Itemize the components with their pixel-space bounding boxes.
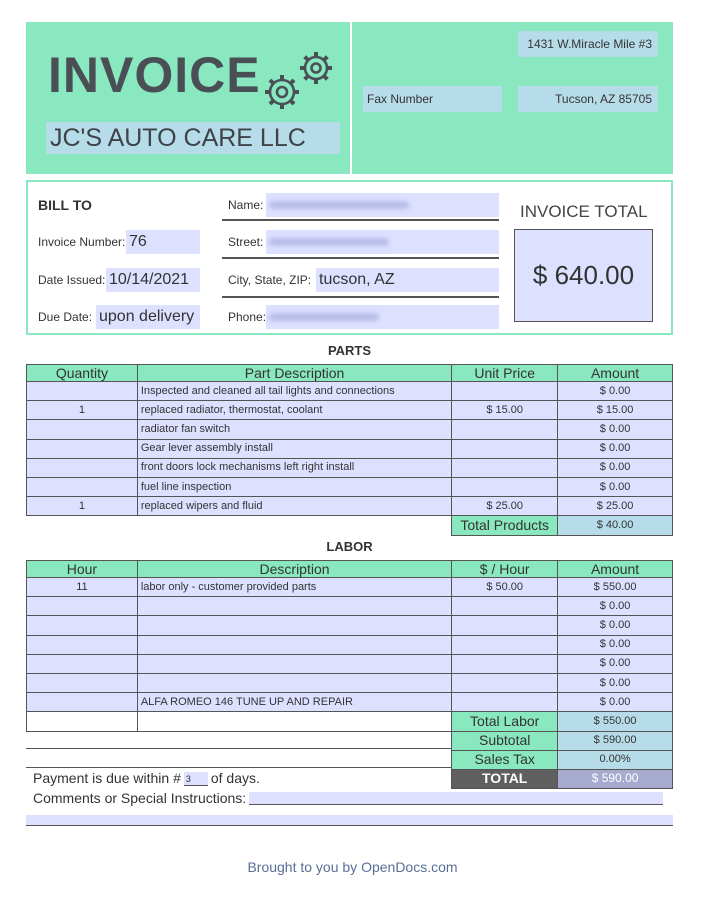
rate-cell[interactable]: [452, 597, 558, 616]
company-name-field[interactable]: JC'S AUTO CARE LLC: [46, 122, 340, 154]
sales-tax-field[interactable]: 0.00%: [558, 750, 673, 769]
rate-cell[interactable]: [452, 654, 558, 673]
labor-total-row: [27, 712, 673, 731]
description-cell[interactable]: ALFA ROMEO 146 TUNE UP AND REPAIR: [137, 693, 451, 712]
parts-table: [26, 364, 673, 536]
labor-table: [26, 560, 673, 789]
payment-days-field[interactable]: 3: [184, 772, 208, 786]
description-cell[interactable]: Gear lever assembly install: [137, 439, 451, 458]
hour-cell[interactable]: [27, 635, 138, 654]
phone-field[interactable]: [266, 305, 499, 329]
empty-cell: [27, 712, 138, 731]
amount-cell: $ 0.00: [558, 477, 673, 496]
table-row: [27, 616, 673, 635]
amount-cell: $ 550.00: [558, 578, 673, 597]
hour-cell[interactable]: 11: [27, 578, 138, 597]
description-cell[interactable]: Inspected and cleaned all tail lights and connections: [137, 382, 451, 401]
table-row: [27, 597, 673, 616]
parts-total-row: [27, 516, 673, 535]
total-products-value: $ 40.00: [558, 516, 673, 535]
subtotal-label: Subtotal: [452, 731, 558, 750]
rate-cell[interactable]: [452, 635, 558, 654]
rate-cell[interactable]: [452, 616, 558, 635]
address-line1-field[interactable]: 1431 W.Miracle Mile #3: [518, 31, 658, 57]
amount-cell: $ 0.00: [558, 597, 673, 616]
redacted-name: [269, 201, 409, 209]
description-cell[interactable]: [137, 654, 451, 673]
description-cell[interactable]: replaced wipers and fluid: [137, 497, 451, 516]
description-cell[interactable]: labor only - customer provided parts: [137, 578, 451, 597]
hour-cell[interactable]: [27, 673, 138, 692]
quantity-cell[interactable]: [27, 382, 138, 401]
description-cell[interactable]: [137, 616, 451, 635]
parts-total-spacer: [27, 516, 452, 535]
amount-cell: $ 0.00: [558, 693, 673, 712]
quantity-cell[interactable]: [27, 458, 138, 477]
payment-terms-suffix: of days.: [210, 770, 260, 786]
table-row: [27, 497, 673, 516]
bill-to-section: [26, 180, 673, 335]
labor-header-amount: Amount: [558, 561, 673, 578]
invoice-total-value: $ 640.00: [514, 229, 653, 322]
table-row: [27, 477, 673, 496]
table-row: [27, 693, 673, 712]
table-row: [27, 578, 673, 597]
table-row: [27, 401, 673, 420]
tax-rule: [26, 767, 452, 768]
amount-cell: $ 0.00: [558, 420, 673, 439]
fax-number-field[interactable]: Fax Number: [363, 86, 502, 112]
invoice-title: INVOICE: [48, 47, 261, 103]
invoice-number-field[interactable]: 76: [126, 230, 200, 254]
description-cell[interactable]: [137, 635, 451, 654]
amount-cell: $ 0.00: [558, 616, 673, 635]
quantity-cell[interactable]: [27, 439, 138, 458]
amount-cell: $ 25.00: [558, 497, 673, 516]
due-date-field[interactable]: upon delivery: [96, 305, 200, 329]
rate-cell[interactable]: [452, 693, 558, 712]
rate-cell[interactable]: $ 50.00: [452, 578, 558, 597]
table-row: [27, 654, 673, 673]
name-field[interactable]: [266, 193, 499, 217]
amount-cell: $ 0.00: [558, 635, 673, 654]
city-state-zip-underline: [222, 296, 499, 298]
sales-tax-label: Sales Tax: [452, 750, 558, 769]
total-labor-value: $ 550.00: [558, 712, 673, 731]
bill-to-heading: BILL TO: [38, 197, 92, 213]
street-field[interactable]: [266, 230, 499, 254]
grand-total-label: TOTAL: [452, 769, 558, 788]
amount-cell: $ 0.00: [558, 439, 673, 458]
description-cell[interactable]: [137, 673, 451, 692]
unit-price-cell[interactable]: [452, 477, 558, 496]
quantity-cell[interactable]: [27, 420, 138, 439]
labor-heading: LABOR: [326, 539, 373, 554]
subtotal-rule: [26, 748, 452, 749]
unit-price-cell[interactable]: [452, 420, 558, 439]
amount-cell: $ 0.00: [558, 458, 673, 477]
table-row: [27, 420, 673, 439]
labor-header-description: Description: [137, 561, 451, 578]
payment-terms: [33, 770, 260, 786]
total-products-label: Total Products: [452, 516, 558, 535]
payment-terms-prefix: Payment is due within #: [33, 770, 181, 786]
amount-cell: $ 15.00: [558, 401, 673, 420]
invoice-number-label: Invoice Number:: [38, 235, 126, 249]
header-divider: [350, 22, 352, 174]
subtotal-value: $ 590.00: [558, 731, 673, 750]
city-state-zip-field[interactable]: tucson, AZ: [316, 268, 499, 292]
labor-header-hour: Hour: [27, 561, 138, 578]
comments-label: Comments or Special Instructions:: [33, 790, 247, 806]
unit-price-cell[interactable]: $ 25.00: [452, 497, 558, 516]
redacted-street: [269, 238, 389, 246]
description-cell[interactable]: fuel line inspection: [137, 477, 451, 496]
due-date-label: Due Date:: [38, 310, 93, 324]
date-issued-field[interactable]: 10/14/2021: [106, 268, 200, 292]
unit-price-cell[interactable]: [452, 382, 558, 401]
comments-field[interactable]: [249, 792, 663, 805]
amount-cell: $ 0.00: [558, 382, 673, 401]
invoice-header: [26, 22, 673, 174]
amount-cell: $ 0.00: [558, 654, 673, 673]
date-issued-label: Date Issued:: [38, 273, 106, 287]
rate-cell[interactable]: [452, 673, 558, 692]
address-line2-field[interactable]: Tucson, AZ 85705: [518, 86, 658, 112]
hour-cell[interactable]: [27, 597, 138, 616]
table-row: [27, 439, 673, 458]
amount-cell: $ 0.00: [558, 673, 673, 692]
parts-header-amount: Amount: [558, 365, 673, 382]
unit-price-cell[interactable]: $ 15.00: [452, 401, 558, 420]
quantity-cell[interactable]: 1: [27, 497, 138, 516]
hour-cell[interactable]: [27, 616, 138, 635]
description-cell[interactable]: radiator fan switch: [137, 420, 451, 439]
hour-cell[interactable]: [27, 654, 138, 673]
table-row: [27, 635, 673, 654]
parts-header-quantity: Quantity: [27, 365, 138, 382]
street-label: Street:: [228, 235, 264, 249]
street-underline: [222, 257, 499, 259]
parts-header-unit-price: Unit Price: [452, 365, 558, 382]
unit-price-cell[interactable]: [452, 439, 558, 458]
description-cell[interactable]: replaced radiator, thermostat, coolant: [137, 401, 451, 420]
parts-header-description: Part Description: [137, 365, 451, 382]
unit-price-cell[interactable]: [452, 458, 558, 477]
name-label: Name:: [228, 198, 264, 212]
labor-header-rate: $ / Hour: [452, 561, 558, 578]
grand-total-value: $ 590.00: [558, 769, 673, 788]
table-row: [27, 382, 673, 401]
quantity-cell[interactable]: [27, 477, 138, 496]
gears-icon: [262, 50, 338, 114]
invoice-total-label: INVOICE TOTAL: [520, 202, 648, 221]
phone-label: Phone:: [228, 310, 267, 324]
hour-cell[interactable]: [27, 693, 138, 712]
empty-cell: [137, 712, 451, 731]
comments-extra-line[interactable]: [26, 815, 673, 826]
description-cell[interactable]: front doors lock mechanisms left right install: [137, 458, 451, 477]
quantity-cell[interactable]: 1: [27, 401, 138, 420]
name-underline: [222, 219, 499, 221]
redacted-phone: [269, 313, 379, 321]
footer-credit: Brought to you by OpenDocs.com: [247, 859, 458, 875]
city-state-zip-label: City, State, ZIP:: [228, 273, 312, 287]
table-row: [27, 458, 673, 477]
description-cell[interactable]: [137, 597, 451, 616]
parts-heading: PARTS: [327, 343, 372, 358]
table-row: [27, 673, 673, 692]
total-labor-label: Total Labor: [452, 712, 558, 731]
